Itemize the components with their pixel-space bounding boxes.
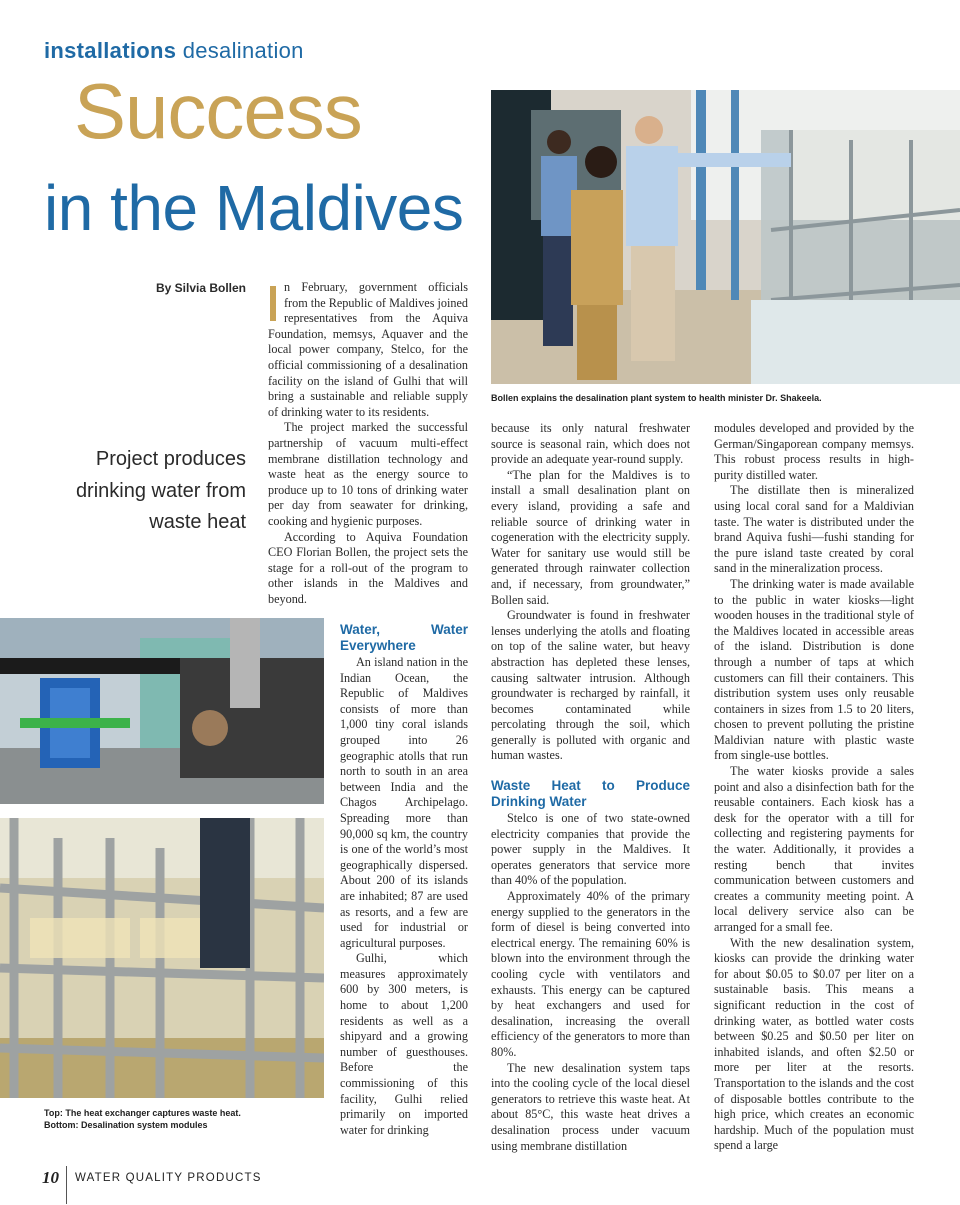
byline: By Silvia Bollen (155, 281, 246, 295)
article-column-1: n February, government officials from the Republic of Maldives joined representatives from the Aquiva Foundation, memsys, Aquaver and the local power company, Stelco, for the official commissioning of a desalination facility on the island of Gulhi that will bring a sustainable and reliable supply of drinking water to its residents. The project marked the successful partnership of vacuum multi-effect membrane distillation technology and waste heat as the energy source to produce up to 10 tons of drinking water per day from seawater for drinking, cooking and hygienic purposes. According to Aquiva Foundation CEO Florian Bollen, the project sets the stage for a roll-out of the program to other islands in the Maldives and beyond. (268, 280, 468, 606)
article-column-4: modules developed and provided by the German/Singaporean company memsys. This robust process results in high-purity distilled water. The distillate then is mineralized using local coral sand for a Maldivian taste. The water is distributed under the brand Aquiva fushi—fushi standing for the pure island taste created by coral sand in the mineralization process. The drinking water is made available to the public in water kiosks—light wooden houses in the traditional style of the Maldives located in accessible areas of the island. Distribution is done through a number of taps at which customers can fill their containers. This distribution system uses only reusable containers in sizes from 1.5 to 20 liters, chosen to prevent polluting the pristine Maldivian nature with plastic waste from single-use bottles. The water kiosks provide a sales point and also a disinfection bath for the reusable containers. Each kiosk has a desk for the operator with a till for collecting and registering payments for the water. Additionally, it provides a resting bench that invites communication between customers and creates a community meeting point. A local delivery service also can be arranged for a small fee. With the new desalination system, kiosks can provide the drinking water for about $0.05 to $0.07 per liter on a sustainable basis. This means a significant reduction in the cost of drinking water, as bottled water costs between $0.25 and $0.50 per liter on inhabited islands, and often $2.50 or more per liter at the resorts. Transportation to the islands and the cost of disposable bottles contribute to the high price, which creates an economic hardship. Much of the population must spend a large (714, 421, 914, 1153)
intro-paragraph: n February, government officials from the Republic of Maldives joined representatives from the Aquiva Foundation, memsys, Aquaver and the local power company, Stelco, for the official commissioning of a desalination facility on the island of Gulhi that will bring a sustainable and reliable supply of drinking water to its residents. (268, 280, 468, 419)
subhead-water-everywhere: Water, Water Everywhere (340, 622, 468, 653)
left-photos-caption: Top: The heat exchanger captures waste heat. Bottom: Desalination system modules (44, 1108, 241, 1130)
photo-officials-at-plant (491, 90, 960, 384)
subhead-waste-heat: Waste Heat to Produce Drinking Water (491, 778, 690, 809)
section-label: installations desalination (44, 38, 304, 63)
dropcap-bar (270, 286, 276, 321)
photo-desalination-modules (0, 818, 324, 1098)
photo-heat-exchanger (0, 618, 324, 804)
headline-line-1: Success (74, 67, 362, 155)
publication-name: WATER QUALITY PRODUCTS (75, 1172, 262, 1184)
article-column-3: because its only natural freshwater source is seasonal rain, which does not provide an adequate year-round supply. “The plan for the Maldives is to install a small desalination plant on every island, providing a safe and reliable source of drinking water in cogeneration with the electricity supply. Water for sanitary use would still be generated through rainwater collection and, if necessary, from groundwater,” Bollen said. Groundwater is found in freshwater lenses underlying the atolls and floating on top of the saline water, but heavy abstraction has depleted these lenses, causing saltwater intrusion. Although groundwater is recharged by rainfall, it becomes contaminated while percolating through the soil, which generally is polluted with organic and human wastes. Waste Heat to Produce Drinking Water Stelco is one of two state-owned electricity companies that provide the power supply in the Maldives. It operates generators that service more than 40% of the population. Approximately 40% of the primary energy supplied to the generators in the form of diesel is being converted into electrical energy. The remaining 60% is blown into the environment through the cooling cycle with ventilators and exhausts. This energy can be captured by heat exchangers and used for desalination, increasing the overall efficiency of the generators to more than 80%. The new desalination system taps into the cooling cycle of the local diesel generators to retrieve this waste heat. At about 85°C, this waste heat drives a desalination process under vacuum using membrane distillation (491, 421, 690, 1153)
article-column-2: Water, Water Everywhere An island nation in the Indian Ocean, the Republic of Maldives consists of more than 1,000 tiny coral islands grouped into 26 geographic atolls that run north to south in an area between India and the Chagos Archipelago. Spreading more than 90,000 sq km, the country is one of the world’s most geographically dispersed. About 200 of its islands are inhabited; 87 are used as resorts, and a few are used for industrial or agricultural purposes. Gulhi, which measures approximately 600 by 300 meters, is home to about 1,200 residents as well as a shipyard and a growing number of guesthouses. Before the commissioning of this facility, Gulhi relied primarily on imported water for drinking (340, 622, 468, 1137)
pull-quote: Project produces drinking water from waste heat (75, 448, 246, 533)
footer-divider (66, 1166, 67, 1204)
headline-line-2: in the Maldives (44, 172, 464, 244)
top-photo-caption: Bollen explains the desalination plant system to health minister Dr. Shakeela. (491, 393, 822, 403)
page-number: 10 (42, 1168, 59, 1187)
